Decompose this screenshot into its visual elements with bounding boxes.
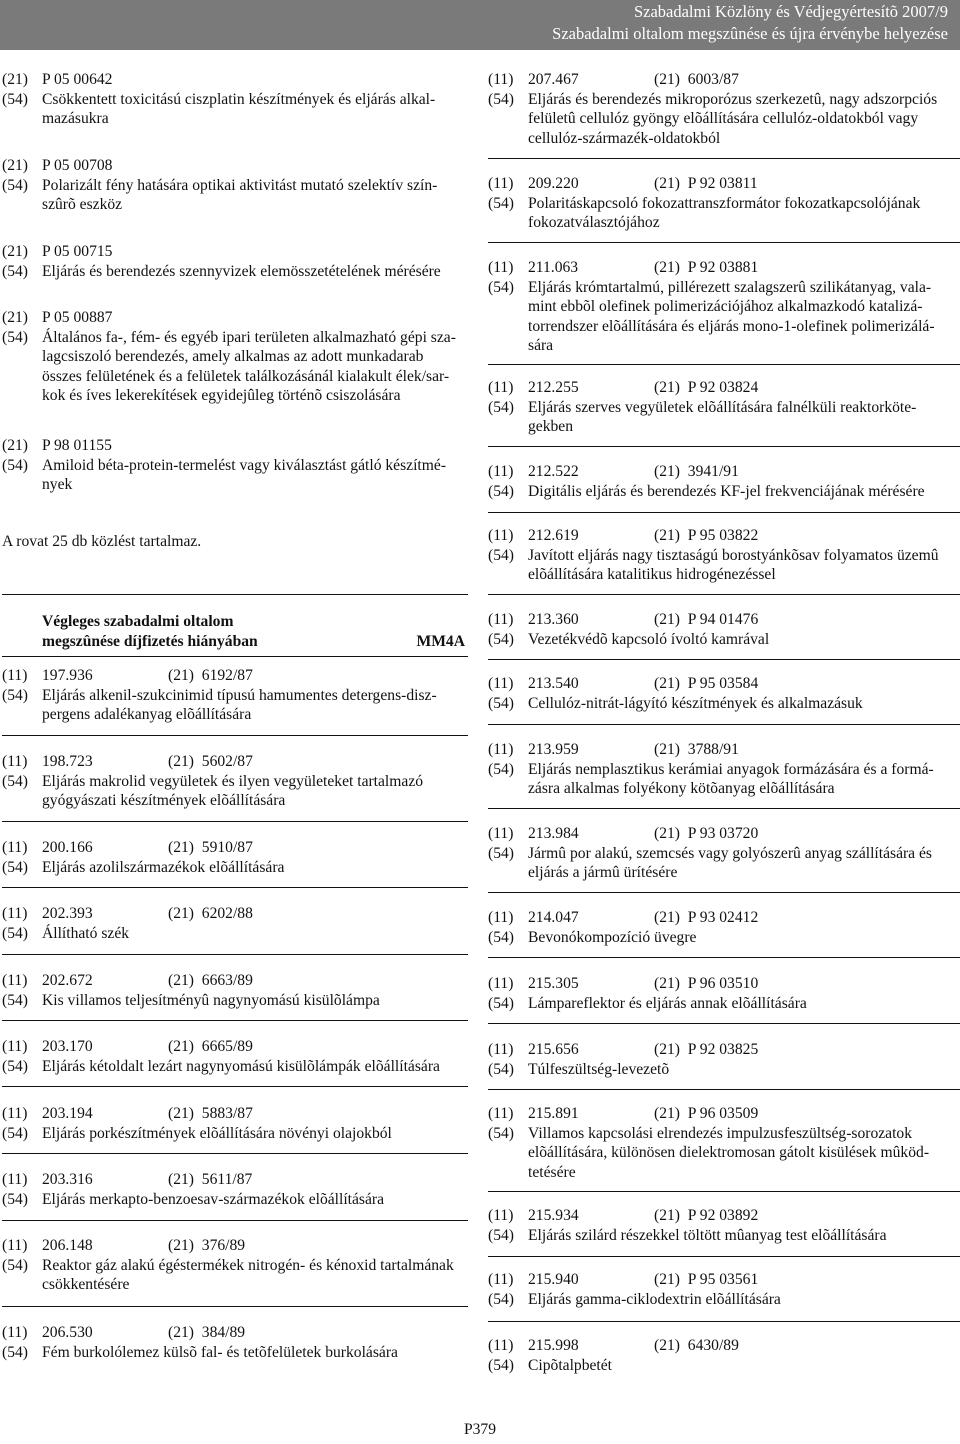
application-number: P 05 00715 — [42, 243, 113, 260]
patent-number: 214.047 — [528, 909, 579, 926]
entry-divider — [488, 158, 960, 159]
title-line: Eljárás merkapto-benzoesav-származékok elõállítására — [42, 1190, 385, 1208]
code-21: (21) — [168, 667, 194, 684]
patent-entry — [2, 156, 468, 215]
application-number: P 98 01155 — [42, 437, 112, 454]
code-21: (21) — [654, 1105, 680, 1122]
patent-entry — [2, 1104, 468, 1143]
code-11: (11) — [488, 825, 514, 842]
code-11: (11) — [2, 667, 28, 684]
application-number: P 95 03561 — [687, 1271, 759, 1288]
code-11: (11) — [488, 611, 514, 628]
code-54: (54) — [488, 546, 514, 564]
patent-entry — [488, 1104, 960, 1182]
code-54: (54) — [488, 398, 514, 416]
entry-divider — [488, 724, 960, 725]
patent-number: 203.170 — [42, 1038, 93, 1055]
patent-number: 212.619 — [528, 527, 579, 544]
title-line: Villamos kapcsolási elrendezés impulzusfeszültség-sorozatok — [528, 1124, 913, 1142]
patent-entry — [488, 258, 960, 356]
code-11: (11) — [488, 909, 514, 926]
patent-entry — [488, 462, 960, 501]
application-number: 6192/87 — [201, 667, 253, 684]
code-11: (11) — [488, 1271, 514, 1288]
title-line: Eljárás kétoldalt lezárt nagynyomású kisülõlámpák elõállítására — [42, 1057, 440, 1075]
title-line: mint ebbõl olefinek polimerizációjához alkalmazkodó katalizá- — [528, 298, 923, 315]
patent-number: 202.393 — [42, 905, 93, 922]
section-code: MM4A — [416, 632, 465, 650]
title-line: Kis villamos teljesítményû nagynyomású kisülõlámpa — [42, 991, 380, 1009]
code-21: (21) — [168, 972, 194, 989]
code-54: (54) — [488, 90, 514, 108]
patent-entry — [488, 1040, 960, 1079]
patent-number: 215.934 — [528, 1207, 579, 1224]
patent-entry — [2, 1037, 468, 1076]
patent-entry — [2, 70, 468, 129]
patent-entry — [2, 666, 468, 725]
code-54: (54) — [2, 1343, 28, 1361]
code-54: (54) — [2, 456, 28, 474]
application-number: 384/89 — [201, 1324, 246, 1341]
code-21: (21) — [654, 1271, 680, 1288]
title-line: fokozatválasztójához — [528, 214, 660, 231]
code-21: (21) — [654, 741, 680, 758]
code-21: (21) — [654, 379, 680, 396]
code-54: (54) — [488, 482, 514, 500]
application-number: P 92 03825 — [687, 1041, 759, 1058]
title-line: Jármû por alakú, szemcsés vagy golyószerû anyag szállítására és — [528, 844, 932, 862]
application-number: 5611/87 — [201, 1171, 253, 1188]
application-number: 376/89 — [201, 1237, 246, 1254]
patent-number: 213.360 — [528, 611, 579, 628]
title-line: Túlfeszültség-levezetõ — [528, 1060, 670, 1078]
patent-entry — [2, 971, 468, 1010]
entry-divider — [2, 1220, 468, 1221]
title-line: Eljárás gamma-ciklodextrin elõállítására — [528, 1290, 781, 1308]
title-line: csökkentésére — [42, 1276, 130, 1293]
code-21: (21) — [654, 463, 680, 480]
patent-entry — [2, 242, 468, 281]
patent-entry — [2, 838, 468, 877]
application-number: 6202/88 — [201, 905, 253, 922]
code-54: (54) — [488, 194, 514, 212]
patent-number: 213.984 — [528, 825, 579, 842]
entry-divider — [2, 954, 468, 955]
entry-divider — [2, 1020, 468, 1021]
patent-number: 212.255 — [528, 379, 579, 396]
title-line: Amiloid béta-protein-termelést vagy kiválasztást gátló készítmé- — [42, 456, 447, 474]
entry-divider — [488, 242, 960, 243]
code-11: (11) — [2, 839, 28, 856]
code-11: (11) — [488, 1041, 514, 1058]
title-line: kok és íves lekerekítések egyidejûleg történõ csiszolására — [42, 387, 401, 404]
code-54: (54) — [2, 90, 28, 108]
patent-number: 213.959 — [528, 741, 579, 758]
code-21: (21) — [654, 175, 680, 192]
entry-divider — [488, 808, 960, 809]
code-11: (11) — [2, 905, 28, 922]
title-line: elõállítására katalitikus hidrogénezéssel — [528, 566, 776, 583]
code-54: (54) — [2, 686, 28, 704]
title-line: Eljárás nemplasztikus kerámiai anyagok formázására és a formá- — [528, 760, 934, 778]
entry-divider — [2, 821, 468, 822]
code-21: (21) — [2, 157, 28, 174]
title-line: Csökkentett toxicitású ciszplatin készítmények és eljárás alkal- — [42, 90, 436, 108]
code-54: (54) — [488, 994, 514, 1012]
entry-divider — [2, 735, 468, 736]
title-line: elõállítására, különösen dielektromosan gátolt kisülések mûköd- — [528, 1144, 930, 1161]
code-11: (11) — [488, 741, 514, 758]
title-line: pergens adalékanyag elõállítására — [42, 706, 252, 723]
code-21: (21) — [654, 259, 680, 276]
patent-number: 198.723 — [42, 753, 93, 770]
code-21: (21) — [654, 1207, 680, 1224]
code-54: (54) — [488, 1290, 514, 1308]
entry-divider — [488, 364, 960, 365]
title-line: gyógyászati készítmények elõállítására — [42, 792, 286, 809]
code-54: (54) — [2, 991, 28, 1009]
title-line: Cellulóz-nitrát-lágyító készítmények és alkalmazásuk — [528, 694, 863, 712]
code-11: (11) — [488, 675, 514, 692]
patent-entry — [2, 1323, 468, 1362]
patent-number: 215.940 — [528, 1271, 579, 1288]
code-11: (11) — [488, 259, 514, 276]
code-54: (54) — [2, 772, 28, 790]
section-title-line: Végleges szabadalmi oltalom — [42, 613, 234, 630]
code-54: (54) — [488, 278, 514, 296]
patent-entry — [488, 70, 960, 148]
title-line: sára — [528, 337, 554, 354]
patent-number: 213.540 — [528, 675, 579, 692]
code-54: (54) — [2, 924, 28, 942]
entry-divider — [2, 1153, 468, 1154]
code-54: (54) — [2, 262, 28, 280]
title-line: lagcsiszoló berendezés, amely alkalmas az adott munkadarab — [42, 348, 424, 365]
application-number: P 96 03510 — [687, 975, 759, 992]
patent-entry — [2, 1170, 468, 1209]
section-heading — [42, 612, 468, 651]
code-21: (21) — [654, 1337, 680, 1354]
title-line: Állítható szék — [42, 924, 130, 942]
entry-divider — [2, 1306, 468, 1307]
entry-divider — [488, 512, 960, 513]
code-21: (21) — [654, 71, 680, 88]
application-number: 3941/91 — [687, 463, 739, 480]
code-21: (21) — [168, 1237, 194, 1254]
entry-divider — [488, 1191, 960, 1192]
patent-number: 212.522 — [528, 463, 579, 480]
patent-number: 215.305 — [528, 975, 579, 992]
code-11: (11) — [488, 1207, 514, 1224]
code-11: (11) — [488, 1105, 514, 1122]
application-number: P 92 03892 — [687, 1207, 759, 1224]
title-line: Eljárás szilárd részekkel töltött mûanyag test elõállítására — [528, 1226, 887, 1244]
patent-number: 203.194 — [42, 1105, 93, 1122]
patent-entry — [488, 740, 960, 799]
title-line: Vezetékvédõ kapcsoló ívoltó kamrával — [528, 630, 770, 648]
patent-number: 206.148 — [42, 1237, 93, 1254]
title-line: Eljárás makrolid vegyületek és ilyen vegyületeket tartalmazó — [42, 772, 424, 790]
code-11: (11) — [488, 379, 514, 396]
application-number: P 93 02412 — [687, 909, 759, 926]
code-11: (11) — [488, 175, 514, 192]
entry-divider — [488, 1321, 960, 1322]
header-journal-title: Szabadalmi Közlöny és Védjegyértesítõ 2007/9 — [633, 2, 948, 21]
application-number: P 93 03720 — [687, 825, 759, 842]
title-line: Digitális eljárás és berendezés KF-jel frekvenciájának mérésére — [528, 482, 925, 500]
rovat-count-note: A rovat 25 db közlést tartalmaz. — [2, 533, 202, 550]
patent-number: 197.936 — [42, 667, 93, 684]
patent-entry — [488, 824, 960, 883]
patent-entry — [488, 610, 960, 649]
title-line: Eljárás és berendezés mikroporózus szerkezetû, nagy adszorpciós — [528, 90, 938, 108]
application-number: P 92 03811 — [687, 175, 758, 192]
entry-divider — [488, 1089, 960, 1090]
title-line: nyek — [42, 476, 73, 493]
entry-divider — [488, 957, 960, 958]
code-54: (54) — [488, 928, 514, 946]
code-11: (11) — [488, 975, 514, 992]
patent-entry — [488, 908, 960, 947]
code-11: (11) — [2, 1105, 28, 1122]
patent-entry — [488, 1336, 960, 1375]
title-line: felületû cellulóz gyöngy elõállítására cellulóz-oldatokból vagy — [528, 110, 919, 127]
patent-entry — [488, 1206, 960, 1245]
application-number: P 05 00708 — [42, 157, 113, 174]
code-54: (54) — [2, 1124, 28, 1142]
application-number: 6003/87 — [687, 71, 739, 88]
code-54: (54) — [488, 694, 514, 712]
entry-divider — [2, 887, 468, 888]
application-number: 6665/89 — [201, 1038, 253, 1055]
code-54: (54) — [488, 1226, 514, 1244]
code-54: (54) — [488, 1060, 514, 1078]
code-21: (21) — [2, 71, 28, 88]
code-11: (11) — [488, 71, 514, 88]
application-number: P 92 03881 — [687, 259, 759, 276]
code-54: (54) — [2, 858, 28, 876]
patent-entry — [2, 436, 468, 495]
code-21: (21) — [2, 243, 28, 260]
patent-number: 206.530 — [42, 1324, 93, 1341]
application-number: 3788/91 — [687, 741, 739, 758]
code-21: (21) — [168, 753, 194, 770]
code-21: (21) — [2, 437, 28, 454]
code-11: (11) — [2, 753, 28, 770]
code-21: (21) — [654, 527, 680, 544]
title-line: mazásukra — [42, 110, 109, 127]
title-line: torrendszer elõállítására és eljárás mono-1-olefinek polimerizálá- — [528, 317, 935, 335]
patent-entry — [2, 1236, 468, 1295]
patent-number: 211.063 — [528, 259, 579, 276]
application-number: 5602/87 — [201, 753, 253, 770]
title-line: Eljárás alkenil-szukcinimid típusú hamumentes detergens-disz- — [42, 686, 437, 704]
title-line: összes felületének és a felületek találkozásánál kialakult élek/sar- — [42, 367, 450, 385]
code-54: (54) — [2, 176, 28, 194]
patent-entry — [488, 974, 960, 1013]
title-line: Eljárás azolilszármazékok elõállítására — [42, 858, 285, 876]
title-line: Fém burkolólemez külsõ fal- és tetõfelületek burkolására — [42, 1343, 398, 1361]
application-number: 6663/89 — [201, 972, 253, 989]
section-divider — [2, 594, 468, 595]
code-21: (21) — [168, 1324, 194, 1341]
patent-number: 215.998 — [528, 1337, 579, 1354]
title-line: Eljárás porkészítmények elõállítására növényi olajokból — [42, 1124, 392, 1142]
application-number: 5883/87 — [201, 1105, 253, 1122]
code-54: (54) — [488, 844, 514, 862]
page-number: P379 — [463, 1421, 497, 1438]
application-number: P 95 03822 — [687, 527, 759, 544]
code-54: (54) — [2, 1190, 28, 1208]
application-number: P 95 03584 — [687, 675, 759, 692]
title-line: Polaritáskapcsoló fokozattranszformátor fokozatkapcsolójának — [528, 194, 921, 212]
code-54: (54) — [2, 1057, 28, 1075]
title-line: Eljárás krómtartalmú, pillérezett szalagszerû szilikátanyag, vala- — [528, 278, 932, 296]
patent-entry — [2, 904, 468, 943]
patent-entry — [488, 174, 960, 233]
patent-entry — [488, 674, 960, 713]
code-11: (11) — [488, 527, 514, 544]
title-line: eljárás a jármû ürítésére — [528, 864, 678, 881]
page-header — [0, 0, 960, 50]
code-21: (21) — [654, 975, 680, 992]
entry-divider — [488, 594, 960, 595]
code-11: (11) — [2, 1324, 28, 1341]
patent-entry — [488, 378, 960, 437]
code-54: (54) — [488, 1356, 514, 1374]
patent-number: 215.891 — [528, 1105, 579, 1122]
code-21: (21) — [2, 309, 28, 326]
code-11: (11) — [2, 972, 28, 989]
entry-divider — [488, 1256, 960, 1257]
title-line: Általános fa-, fém- és egyéb ipari területen alkalmazható gépi sza- — [42, 328, 456, 346]
application-number: P 96 03509 — [687, 1105, 759, 1122]
code-21: (21) — [168, 1105, 194, 1122]
application-number: P 05 00642 — [42, 71, 113, 88]
header-section-title: Szabadalmi oltalom megszûnése és újra érvénybe helyezése — [552, 24, 948, 43]
application-number: 6430/89 — [687, 1337, 739, 1354]
title-line: cellulóz-származék-oldatokból — [528, 129, 721, 147]
entry-divider — [488, 1023, 960, 1024]
code-21: (21) — [654, 675, 680, 692]
patent-entry — [2, 752, 468, 811]
code-54: (54) — [488, 760, 514, 778]
title-line: zásra alkalmas folyékony kötõanyag elõállítására — [528, 780, 835, 797]
patent-number: 202.672 — [42, 972, 93, 989]
title-line: Javított eljárás nagy tisztaságú borostyánkõsav folyamatos üzemû — [528, 546, 939, 564]
patent-number: 215.656 — [528, 1041, 579, 1058]
patent-number: 203.316 — [42, 1171, 93, 1188]
entry-divider — [488, 446, 960, 447]
code-11: (11) — [2, 1171, 28, 1188]
code-11: (11) — [2, 1038, 28, 1055]
code-54: (54) — [2, 328, 28, 346]
patent-entry — [488, 1270, 960, 1309]
patent-number: 207.467 — [528, 71, 579, 88]
application-number: P 94 01476 — [687, 611, 759, 628]
title-line: Reaktor gáz alakú égéstermékek nitrogén- és kénoxid tartalmának — [42, 1256, 454, 1274]
application-number: P 92 03824 — [687, 379, 759, 396]
code-21: (21) — [168, 1038, 194, 1055]
code-54: (54) — [488, 630, 514, 648]
code-21: (21) — [654, 825, 680, 842]
patent-number: 209.220 — [528, 175, 579, 192]
code-21: (21) — [654, 909, 680, 926]
patent-entry — [2, 308, 468, 406]
title-line: Polarizált fény hatására optikai aktivitást mutató szelektív szín- — [42, 176, 438, 194]
application-number: P 05 00887 — [42, 309, 113, 326]
title-line: gekben — [528, 418, 574, 435]
code-21: (21) — [168, 1171, 194, 1188]
title-line: Eljárás szerves vegyületek elõállítására falnélküli reaktorköte- — [528, 398, 917, 416]
title-line: Bevonókompozíció üvegre — [528, 928, 697, 946]
section-title-line: megszûnése díjfizetés hiányában — [42, 632, 258, 650]
title-line: tetésére — [528, 1163, 576, 1181]
title-line: szûrõ eszköz — [42, 196, 123, 213]
title-line: Cipõtalpbetét — [528, 1356, 613, 1374]
section-divider — [2, 656, 468, 657]
patent-number: 200.166 — [42, 839, 93, 856]
code-21: (21) — [168, 905, 194, 922]
code-54: (54) — [2, 1256, 28, 1274]
code-11: (11) — [2, 1237, 28, 1254]
code-21: (21) — [654, 611, 680, 628]
title-line: Eljárás és berendezés szennyvizek elemösszetételének mérésére — [42, 262, 441, 280]
code-21: (21) — [654, 1041, 680, 1058]
code-21: (21) — [168, 839, 194, 856]
entry-divider — [488, 659, 960, 660]
code-11: (11) — [488, 1337, 514, 1354]
application-number: 5910/87 — [201, 839, 253, 856]
entry-divider — [488, 892, 960, 893]
code-11: (11) — [488, 463, 514, 480]
patent-entry — [488, 526, 960, 585]
code-54: (54) — [488, 1124, 514, 1142]
title-line: Lámpareflektor és eljárás annak elõállítására — [528, 994, 807, 1012]
entry-divider — [2, 1086, 468, 1087]
